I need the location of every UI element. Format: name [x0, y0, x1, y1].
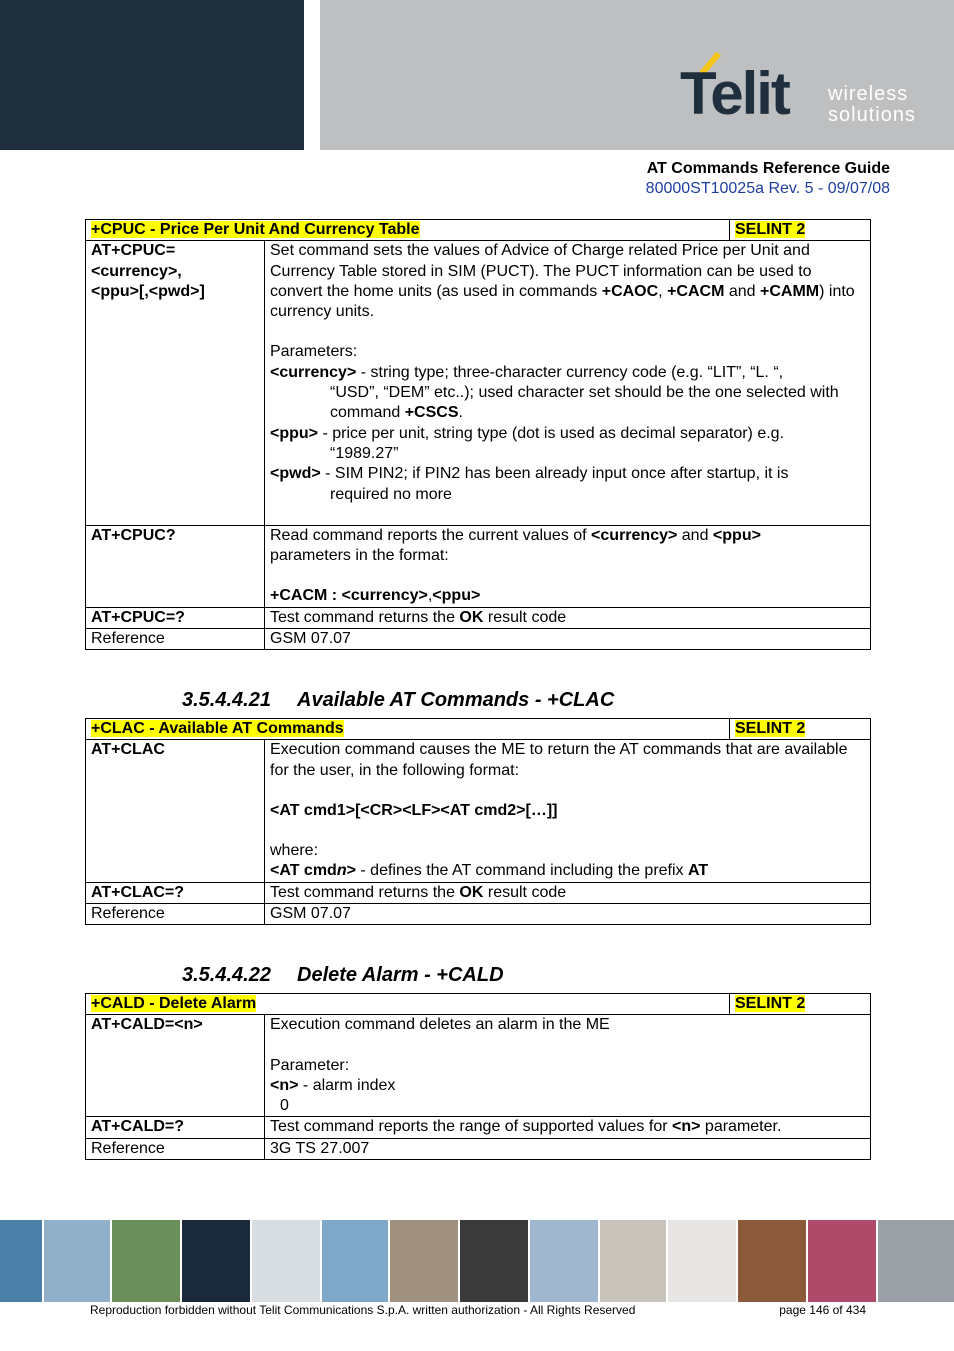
- photo-sign: [44, 1220, 110, 1302]
- table-row: [86, 1138, 871, 1159]
- description-cell: Test command reports the range of supported values for <n> parameter.: [265, 1117, 871, 1138]
- table-row: [86, 904, 871, 925]
- page-footer: Reproduction forbidden without Telit Communications S.p.A. written authorization - All Rights Reserved page 146 of 434: [90, 1303, 866, 1317]
- section-heading: 3.5.4.4.21 Available AT Commands - +CLAC: [182, 689, 615, 711]
- photo-products: [808, 1220, 876, 1302]
- selint-badge: SELINT 2: [735, 995, 806, 1012]
- reference-label: Reference: [86, 1138, 265, 1159]
- cpuc-table: [85, 219, 871, 650]
- command-cell: AT+CLAC=?: [86, 882, 265, 903]
- description-cell: Set command sets the values of Advice of Charge related Price per Unit and Currency Table stored in SIM (PUCT). The PUCT information can be used to convert the home units (as used in commands +CAOC, +CACM and +CAMM) into currency units. Parameters: <currency> - string type; three-character currency code (e.g. “LIT”, “L. “, “USD”, “DEM” etc..); used character set should be the one selected with command +CSCS. <ppu> - price per unit, string type (dot is used as decimal separator) e.g. “1989.27” <pwd> - SIM PIN2; if PIN2 has been already input once after startup, it is required no more: [265, 241, 871, 526]
- table-row: [86, 740, 871, 882]
- logo-tagline: wireless solutions: [828, 83, 916, 126]
- footer-photo-strip: [0, 1220, 954, 1302]
- photo-keyboard: [252, 1220, 320, 1302]
- reference-value: GSM 07.07: [265, 904, 871, 925]
- photo-card: [390, 1220, 458, 1302]
- description-cell: Test command returns the OK result code: [265, 882, 871, 903]
- description-cell: Execution command causes the ME to return the AT commands that are available for the user, in the following format: <AT cmd1>[<CR><LF><AT cmd2>[…]] where: <AT cmdn> - defines the AT command including the prefix AT: [265, 740, 871, 882]
- document-title: AT Commands Reference Guide 80000ST10025a Rev. 5 - 09/07/08: [645, 160, 890, 197]
- command-cell: AT+CPUC= <currency>, <ppu>[,<pwd>]: [86, 241, 265, 526]
- table-row: [86, 1117, 871, 1138]
- reference-value: 3G TS 27.007: [265, 1138, 871, 1159]
- table-title: +CALD - Delete Alarm: [91, 995, 257, 1012]
- table-row: [86, 525, 871, 607]
- command-cell: AT+CPUC?: [86, 525, 265, 607]
- description-cell: Execution command deletes an alarm in the ME Parameter: <n> - alarm index 0: [265, 1015, 871, 1117]
- photo-camera: [878, 1220, 954, 1302]
- selint-badge: SELINT 2: [735, 221, 806, 238]
- command-cell: AT+CALD=<n>: [86, 1015, 265, 1117]
- photo-cyclist: [322, 1220, 388, 1302]
- header-dark-panel: [0, 0, 304, 150]
- photo-meter: [600, 1220, 666, 1302]
- command-cell: AT+CALD=?: [86, 1117, 265, 1138]
- photo-vending: [460, 1220, 528, 1302]
- photo-containers: [112, 1220, 180, 1302]
- description-cell: Read command reports the current values of <currency> and <ppu> parameters in the format: +CACM : <currency>,<ppu>: [265, 525, 871, 607]
- selint-badge: SELINT 2: [735, 720, 806, 737]
- command-cell: AT+CLAC: [86, 740, 265, 882]
- photo-lines: [668, 1220, 736, 1302]
- logo-text: Telit: [680, 60, 789, 127]
- table-header-row: [86, 994, 871, 1015]
- description-cell: Test command returns the OK result code: [265, 607, 871, 628]
- reference-label: Reference: [86, 629, 265, 650]
- table-header-row: [86, 220, 871, 241]
- table-title: +CLAC - Available AT Commands: [91, 720, 344, 737]
- table-row: [86, 607, 871, 628]
- command-cell: AT+CPUC=?: [86, 607, 265, 628]
- table-row: [86, 882, 871, 903]
- reference-label: Reference: [86, 904, 265, 925]
- table-row: [86, 1015, 871, 1117]
- photo-display-board: [182, 1220, 250, 1302]
- table-title: +CPUC - Price Per Unit And Currency Table: [91, 221, 420, 238]
- cald-table: [85, 993, 871, 1160]
- table-row: [86, 241, 871, 526]
- photo-road: [0, 1220, 42, 1302]
- photo-wind-turbines: [530, 1220, 598, 1302]
- page-number: page 146 of 434: [779, 1303, 866, 1317]
- table-row: [86, 629, 871, 650]
- telit-logo: [680, 50, 930, 130]
- clac-table: [85, 718, 871, 925]
- section-heading: 3.5.4.4.22 Delete Alarm - +CALD: [182, 964, 504, 986]
- photo-shop: [738, 1220, 806, 1302]
- reference-value: GSM 07.07: [265, 629, 871, 650]
- table-header-row: [86, 719, 871, 740]
